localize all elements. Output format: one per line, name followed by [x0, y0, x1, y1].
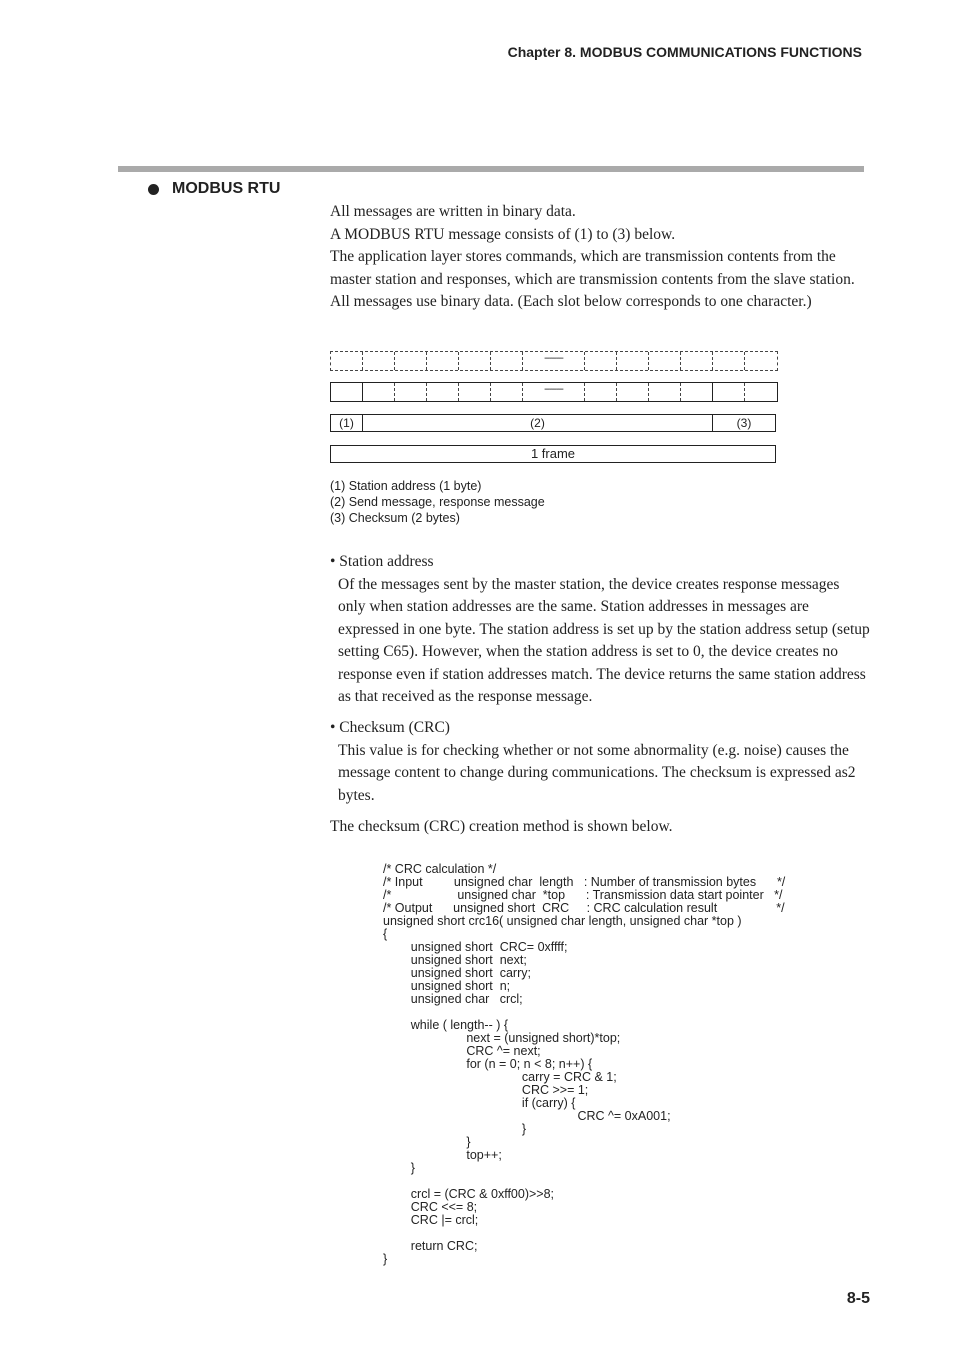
slot	[395, 383, 427, 401]
part-message: (2)	[363, 415, 713, 431]
message-parts-bar	[330, 414, 776, 432]
checksum-section	[330, 717, 870, 807]
chapter-header: Chapter 8. MODBUS COMMUNICATIONS FUNCTIONS	[507, 44, 862, 60]
slot	[649, 383, 681, 401]
intro-line: A MODBUS RTU message consists of (1) to (3) below.	[330, 225, 676, 243]
station-heading: • Station address	[330, 553, 434, 570]
section-rule	[118, 166, 864, 172]
slot	[617, 352, 649, 370]
slot	[363, 352, 395, 370]
slot	[585, 352, 617, 370]
intro-text	[330, 201, 870, 314]
legend-item: (2) Send message, response message	[330, 495, 545, 509]
slot	[681, 383, 713, 401]
legend-item: (1) Station address (1 byte)	[330, 479, 482, 493]
slot-row-dashed	[330, 351, 778, 371]
slot	[713, 383, 745, 401]
intro-line: All messages are written in binary data.	[330, 203, 576, 220]
crc-code-block: /* CRC calculation */ /* Input unsigned char length : Number of transmission bytes */ /* unsigned char *top : Transmission data start pointer */ /* Output unsigned short CRC : CRC calculation result */ unsigned short crc16( unsigned char length, unsigned char *top ) { unsigned short CRC= 0xffff; unsigned short next; unsigned short carry; unsigned short n; unsigned char crcl; while ( length-- ) { next = (unsigned short)*top; CRC ^= next; for (n = 0; n < 8; n++) { carry = CRC & 1; CRC >>= 1; if (carry) { CRC ^= 0xA001; } } top++; } crcl = (CRC & 0xff00)>>8; CRC <<= 8; CRC |= crcl; return CRC; }	[383, 862, 786, 1266]
section-heading	[148, 180, 280, 198]
part-station-address: (1)	[331, 415, 363, 431]
intro-line: All messages use binary data. (Each slot below corresponds to one character.)	[330, 293, 812, 310]
slot	[331, 352, 363, 370]
station-address-section	[330, 551, 870, 709]
slot	[427, 383, 459, 401]
slot	[745, 352, 777, 370]
slot	[395, 352, 427, 370]
crc-intro: The checksum (CRC) creation method is shown below.	[330, 818, 673, 835]
slot	[459, 383, 491, 401]
slot-ellipsis: --------	[523, 383, 585, 401]
slot	[491, 383, 523, 401]
slot	[331, 383, 363, 401]
checksum-heading: • Checksum (CRC)	[330, 719, 450, 736]
frame-bar: 1 frame	[330, 445, 776, 463]
slot-row-solid	[330, 382, 778, 402]
slot	[491, 352, 523, 370]
slot	[427, 352, 459, 370]
bullet-icon	[148, 184, 159, 195]
slot	[363, 383, 395, 401]
slot	[617, 383, 649, 401]
diagram-legend	[330, 478, 545, 526]
slot	[585, 383, 617, 401]
slot-ellipsis: --------	[523, 352, 585, 370]
checksum-body: This value is for checking whether or not some abnormality (e.g. noise) causes the message content to change during communications. The checksum is expressed as2 bytes.	[338, 741, 856, 804]
slot	[713, 352, 745, 370]
slot	[649, 352, 681, 370]
intro-line: The application layer stores commands, which are transmission contents from the master station and responses, which are transmission contents from the slave station.	[330, 248, 855, 288]
slot	[459, 352, 491, 370]
part-checksum: (3)	[736, 416, 752, 430]
station-body: Of the messages sent by the master station, the device creates response messages only when station addresses are the same. Station addresses in messages are expressed in one byte. The station address is set up by the station address setup (setup setting C65). However, when the station address is set to 0, the device creates no response even if station addresses match. The device returns the same station address as that received as the response message.	[338, 575, 870, 705]
legend-item: (3) Checksum (2 bytes)	[330, 511, 460, 525]
slot	[681, 352, 713, 370]
page-number: 8-5	[846, 1290, 870, 1307]
slot	[745, 383, 777, 401]
section-title: MODBUS RTU	[172, 180, 281, 197]
